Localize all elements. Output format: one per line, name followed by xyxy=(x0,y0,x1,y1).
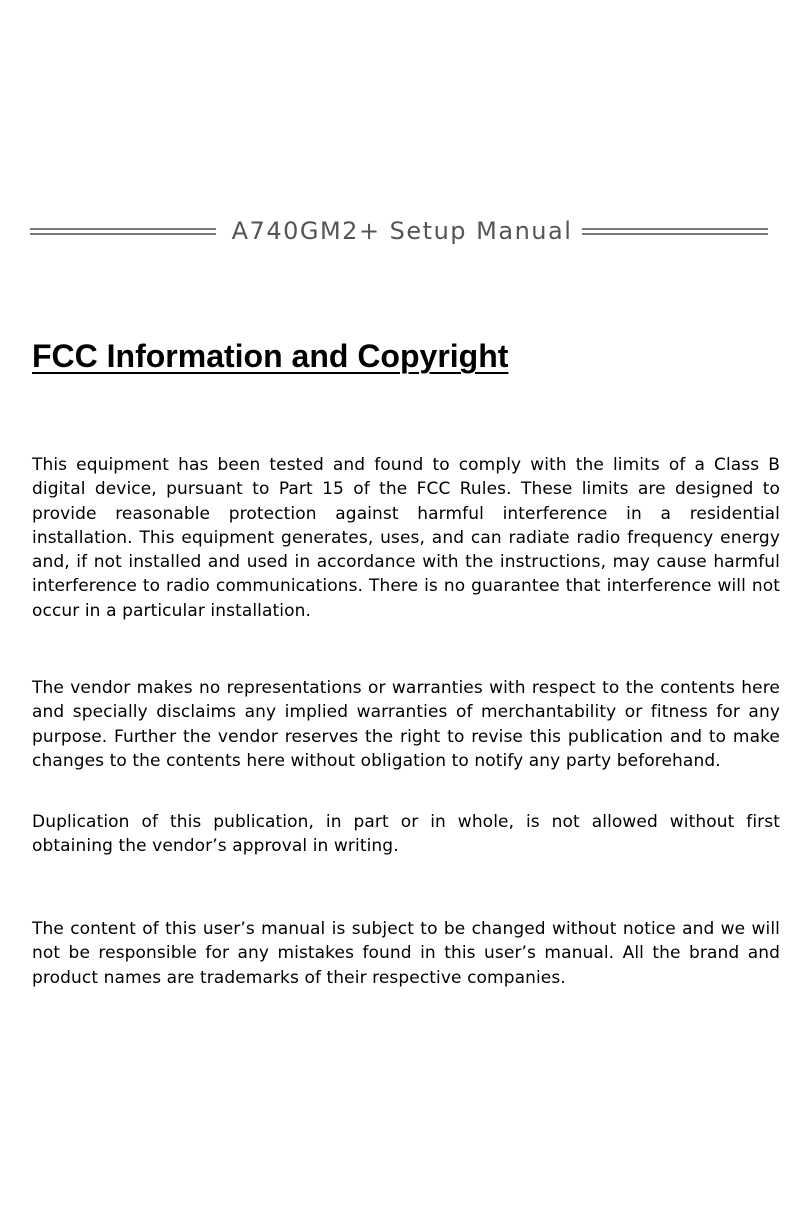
header-rule-right xyxy=(582,228,768,235)
page-title: FCC Information and Copyright xyxy=(32,338,509,374)
running-title: A740GM2+ Setup Manual xyxy=(231,217,573,245)
paragraph-warranty-disclaimer: The vendor makes no representations or warranties with respect to the contents here and specially disclaims any implied warranties of merchantability or fitness for any purpose. Further the vendor reserves the right to revise this publication and to make changes to the contents here without obligation to notify any party beforehand. xyxy=(32,678,780,771)
paragraph-content-notice: The content of this user’s manual is subject to be changed without notice and we will not be responsible for any mistakes found in this user’s manual. All the brand and product names are trademarks of their respective companies. xyxy=(32,919,780,988)
paragraph-duplication: Duplication of this publication, in part or in whole, is not allowed without first obtaining the vendor’s approval in writing. xyxy=(32,812,780,857)
paragraph-fcc-compliance: This equipment has been tested and found to comply with the limits of a Class B digital device, pursuant to Part 15 of the FCC Rules. These limits are designed to provide reasonable protection against harmful interference in a residential installation. This equipment generates, uses, and can radiate radio frequency energy and, if not installed and used in accordance with the instructions, may cause harmful interference to radio communications. There is no guarantee that interference will not occur in a particular installation. xyxy=(32,455,780,621)
running-header xyxy=(30,215,768,247)
header-rule-left xyxy=(30,228,216,235)
